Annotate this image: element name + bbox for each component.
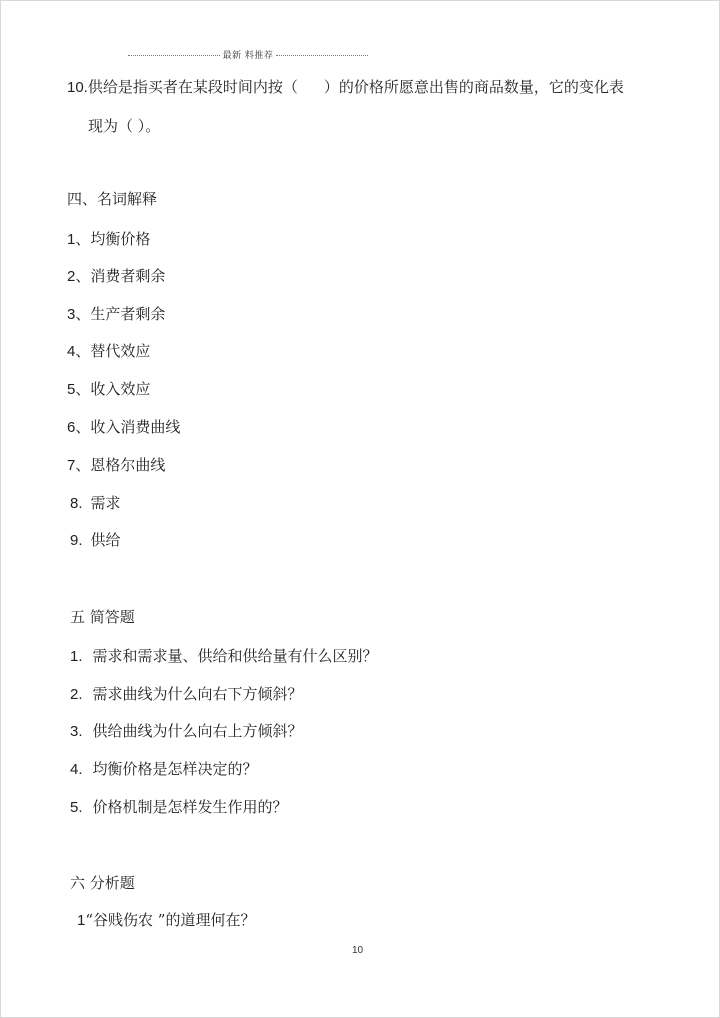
term-text: 收入消费曲线 [90, 418, 181, 436]
term-text: 均衡价格 [90, 230, 151, 248]
question-text: 需求和需求量、供给和供给量有什么区别？ [92, 647, 378, 665]
question-number: 1. [70, 648, 83, 665]
term-item-2 [67, 265, 165, 286]
term-text: 恩格尔曲线 [90, 456, 166, 474]
section-6-title: 六 分析题 [70, 874, 135, 892]
header-left-rule [128, 55, 220, 56]
question-10-line-1 [67, 76, 624, 97]
term-text: 收入效应 [90, 380, 151, 398]
question-item-4 [70, 758, 258, 779]
question-text: 均衡价格是怎样决定的？ [92, 760, 258, 778]
analysis-number: 1 [77, 912, 86, 929]
question-text: 需求曲线为什么向右下方倾斜？ [92, 685, 303, 703]
page-header [128, 48, 368, 61]
header-text: 最新 料推荐 [222, 51, 274, 61]
question-number: 2. [70, 686, 83, 703]
term-item-5 [67, 378, 150, 399]
question-10-text-b: ）的价格所愿意出售的商品数量，它的变化表 [323, 78, 624, 96]
term-number: 1、 [67, 231, 91, 248]
question-10-number: 10. [67, 79, 88, 96]
term-item-9 [70, 529, 121, 550]
question-item-5 [70, 796, 288, 817]
question-item-1 [70, 645, 378, 666]
analysis-text: “谷贱伤农 ”的道理何在？ [85, 911, 256, 929]
term-text: 替代效应 [90, 342, 151, 360]
term-number: 6、 [67, 419, 91, 436]
term-item-1 [67, 228, 150, 249]
question-text: 供给曲线为什么向右上方倾斜？ [92, 722, 303, 740]
term-number: 5、 [67, 381, 91, 398]
term-number: 8. [70, 495, 83, 512]
question-10-text-a: 供给是指买者在某段时间内按（ [87, 78, 298, 96]
question-number: 5. [70, 799, 83, 816]
question-item-2 [70, 683, 303, 704]
section-5-title: 五 简答题 [70, 608, 135, 626]
analysis-item-1 [77, 909, 255, 930]
question-number: 3. [70, 723, 83, 740]
question-item-3 [70, 720, 303, 741]
section-4-title: 四、名词解释 [67, 190, 158, 208]
term-number: 2、 [67, 268, 91, 285]
page-number: 10 [352, 945, 364, 956]
header-right-rule [276, 55, 368, 56]
term-text: 消费者剩余 [90, 267, 166, 285]
question-10-line-2: 现为（ ）。 [88, 117, 161, 135]
term-number: 4、 [67, 343, 91, 360]
question-text: 价格机制是怎样发生作用的？ [92, 798, 288, 816]
term-text: 生产者剩余 [90, 305, 166, 323]
term-number: 3、 [67, 306, 91, 323]
term-item-7 [67, 454, 165, 475]
term-item-6 [67, 416, 180, 437]
term-item-3 [67, 303, 165, 324]
term-text: 供给 [90, 531, 121, 549]
term-item-8 [70, 492, 121, 513]
term-item-4 [67, 340, 150, 361]
term-number: 9. [70, 532, 83, 549]
term-text: 需求 [90, 494, 121, 512]
question-number: 4. [70, 761, 83, 778]
term-number: 7、 [67, 457, 91, 474]
